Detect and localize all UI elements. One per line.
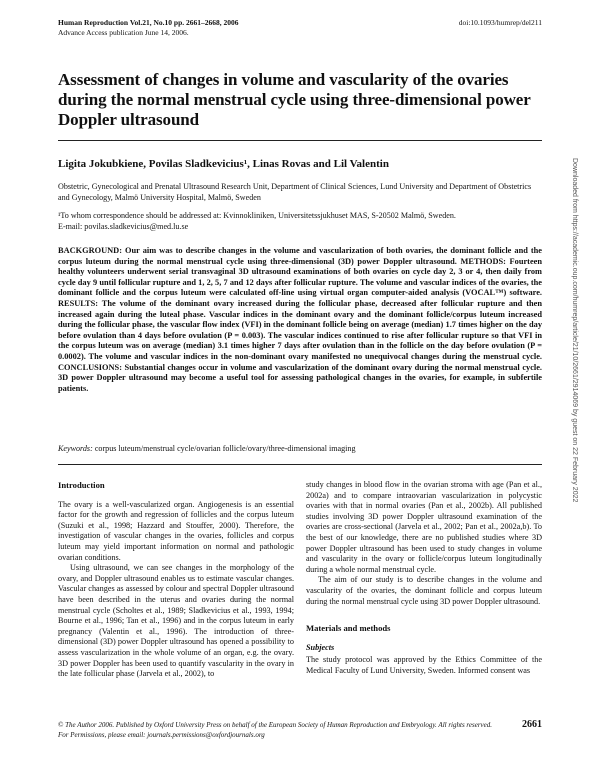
title-rule <box>58 140 542 141</box>
keywords-text: corpus luteum/menstrual cycle/ovarian follicle/ovary/three-dimensional imaging <box>94 444 356 453</box>
intro-paragraph-3: study changes in blood flow in the ovarian stroma with age (Pan et al., 2002a) and to compare intraovarian vascularization in polycystic ovaries with that in normal ovaries (Pan et al., 2002b). All published studies involving 3D power Doppler ultrasound examination of the ovaries are cross-sectional (Jarvela et al., 2002; Pan et al., 2002a,b). To the best of our knowledge, there are no published studies where 3D power Doppler ultrasound has been used to study changes in volume and vascularity in the ovary or follicle/corpus luteum longitudinally during a whole normal menstrual cycle. <box>306 480 542 574</box>
introduction-heading: Introduction <box>58 480 105 490</box>
intro-paragraph-1: The ovary is a well-vascularized organ. Angiogenesis is an essential factor for the growth and regression of follicles and the corpus luteum (Suzuki et al., 1998; Hazzard and Stouffer, 2000). Therefore, the investigation of vascular changes in the ovaries, follicles and corpus luteum may yield important information on normal and pathologic ovarian conditions. <box>58 499 294 562</box>
abstract: BACKGROUND: Our aim was to describe changes in the volume and vascularization of both ovaries, the dominant follicle and the corpus luteum during the normal menstrual cycle using three-dimensional (3D) power Doppler ultrasound. METHODS: Fourteen healthy volunteers underwent serial transvaginal 3D ultrasound examinations of both ovaries on cycle day 2, 3 or 4, then daily from cycle day 9 until follicular rupture and 1, 2, 5, 7 and 12 days after follicular rupture. The volume and vascular indices of the ovaries, the dominant follicle and the corpus luteum were calculated off-line using virtual organ computer-aided analysis (VOCAL™) software. RESULTS: The volume of the dominant ovary increased during the follicular phase, decreased after follicular rupture and then increased again during the luteal phase. Vascular indices in the dominant ovary and the dominant follicle/corpus luteum increased during the follicular phase, the vascular flow index (VFI) in the dominant follicle being on average (median) 1.7 times higher on the day before ovulation than 4 days before ovulation (P = 0.003). The vascular indices continued to rise after follicular rupture so that VFI in the corpus luteum was on average (median) 3.1 times higher 7 days after ovulation than in the follicle on the day before ovulation (P = 0.0002). The volume and vascular indices in the non-dominant ovary manifested no unequivocal changes during the menstrual cycle. CONCLUSIONS: Substantial changes occur in volume and vascularization of the dominant ovary during the normal menstrual cycle. 3D power Doppler ultrasound may become a useful tool for assessing pathological changes in the ovaries, for example, in subfertile patients. <box>58 246 542 393</box>
journal-citation: Human Reproduction Vol.21, No.10 pp. 2661–2668, 2006 <box>58 18 239 27</box>
authors: Ligita Jokubkiene, Povilas Sladkevicius¹, Linas Rovas and Lil Valentin <box>58 158 389 170</box>
article-title: Assessment of changes in volume and vascularity of the ovaries during the normal menstrual cycle using three-dimensional power Doppler ultrasound <box>58 70 531 129</box>
intro-paragraph-4: The aim of our study is to describe changes in the volume and vascularity of the ovaries, the dominant follicle and corpus luteum during the normal menstrual cycle using 3D power Doppler ultrasound. <box>306 575 542 606</box>
doi[interactable]: doi:10.1093/humrep/del211 <box>458 18 542 27</box>
methods-heading: Materials and methods <box>306 623 391 634</box>
page-number: 2661 <box>522 719 542 730</box>
permissions-line: For Permissions, please email: journals.permissions@oxfordjournals.org <box>58 731 265 739</box>
correspondence-email[interactable]: E-mail: povilas.sladkevicius@med.lu.se <box>58 222 189 231</box>
affiliation: Obstetric, Gynecological and Prenatal Ultrasound Research Unit, Department of Clinical Sciences, Lund University and Department of Obstetrics and Gynecology, Malmö University Hospital, Malmö, Sweden <box>58 182 532 202</box>
advance-access: Advance Access publication June 14, 2006. <box>58 28 189 37</box>
intro-paragraph-2: Using ultrasound, we can see changes in the morphology of the ovary, and Doppler ultrasound enables us to estimate vascular changes. Vascular changes as assessed by colour and spectral Doppler ultrasound have been described in the uterus and ovaries during the normal menstrual cycle (Scholtes et al., 1989; Sladkevicius et al., 1993, 1994; Bourne et al., 1996; Tan et al., 1996) and in the corpus luteum in early pregnancy (Valentin et al., 1996). The introduction of three-dimensional (3D) power Doppler ultrasound has opened a possibility to assess vascularization in the whole volume of an organ, e.g. the ovary. 3D power Doppler has been used to quantify vascularity in the ovary in the late follicular phase (Jarvela et al., 2002), to <box>58 563 294 679</box>
keywords <box>58 444 542 453</box>
journal-header <box>58 18 239 38</box>
download-watermark: Downloaded from https://academic.oup.com/humrep/article/21/10/2661/2914069 by guest on 22 February 2022 <box>571 158 578 503</box>
subjects-subheading: Subjects <box>306 642 335 652</box>
column-left <box>58 480 294 680</box>
correspondence <box>58 210 542 232</box>
copyright-footer <box>58 720 498 740</box>
correspondence-address: ¹To whom correspondence should be addressed at: Kvinnokliniken, Universitetssjukhuset MAS, S-20502 Malmö, Sweden. <box>58 211 456 220</box>
keywords-label: Keywords: <box>58 444 93 453</box>
copyright-line: © The Author 2006. Published by Oxford University Press on behalf of the European Society of Human Reproduction and Embryology. All rights reserved. <box>58 721 493 729</box>
abstract-rule <box>58 464 542 465</box>
methods-paragraph-1: The study protocol was approved by the Ethics Committee of the Medical Faculty of Lund University, Sweden. Informed consent was <box>306 655 542 675</box>
column-right <box>306 480 542 677</box>
